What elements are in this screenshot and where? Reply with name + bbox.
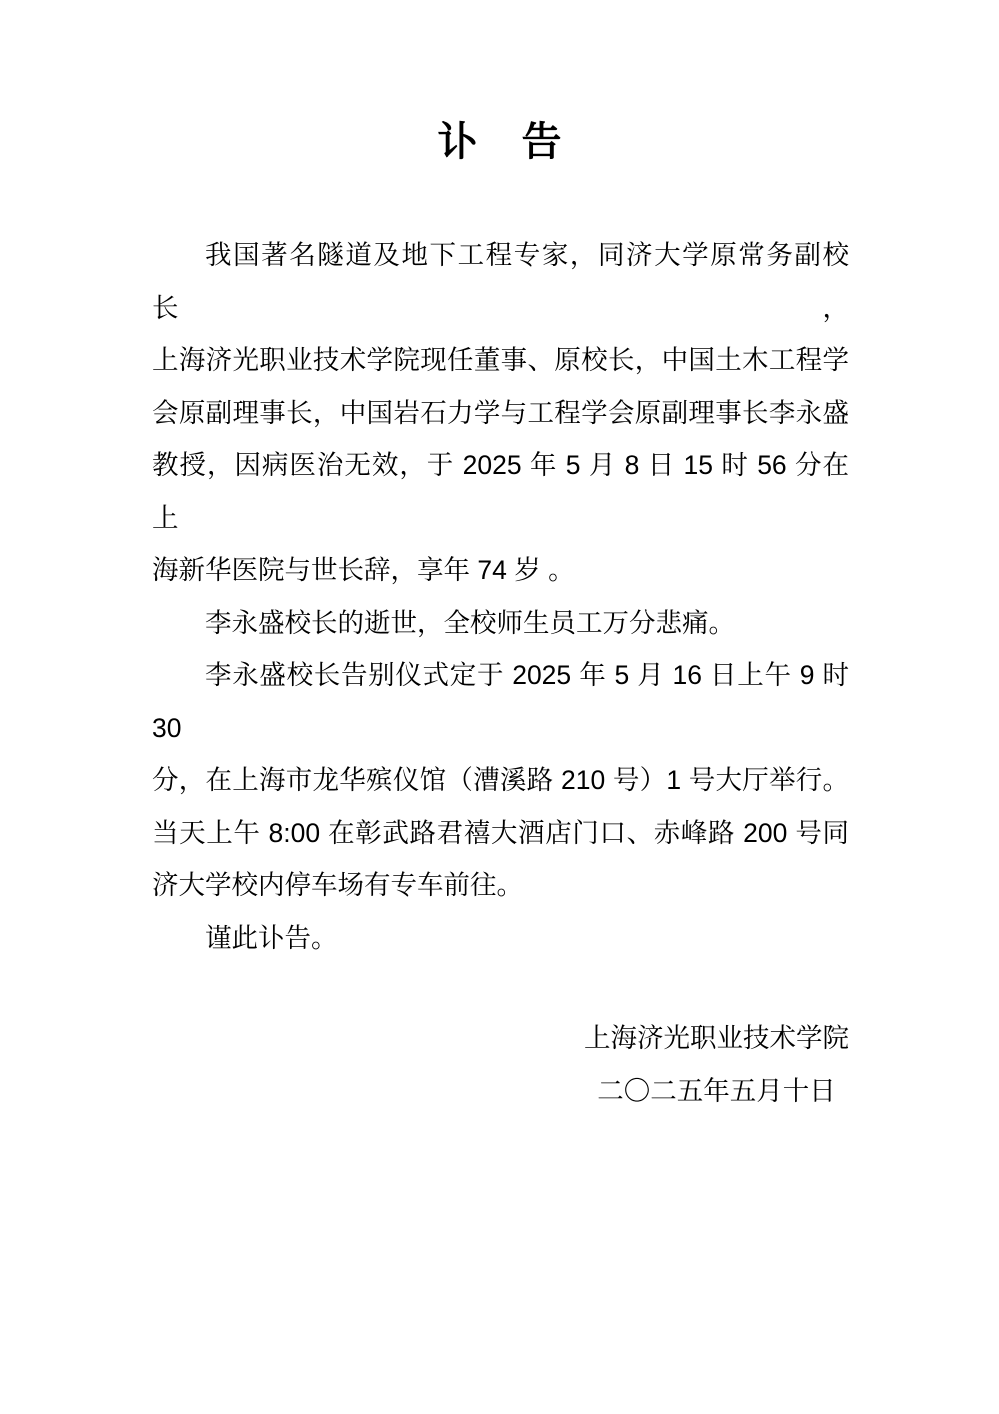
- body-line: 谨此讣告。: [205, 922, 338, 953]
- body-line: 李永盛校长告别仪式定于 2025 年 5 月 16 日上午 9 时 30: [152, 660, 857, 743]
- body-line: 李永盛校长的逝世，全校师生员工万分悲痛。: [205, 607, 735, 638]
- body-line: 分，在上海市龙华殡仪馆（漕溪路 210 号）1 号大厅举行。: [152, 765, 849, 795]
- signature-inner: [584, 1012, 849, 1117]
- document-body: [152, 229, 857, 964]
- body-line: 上海济光职业技术学院现任董事、原校长，中国土木工程学: [152, 345, 849, 375]
- body-line: 我国著名隧道及地下工程专家，同济大学原常务副校长，: [152, 240, 849, 323]
- body-line: 会原副理事长，中国岩石力学与工程学会原副理事长李永盛: [152, 397, 849, 428]
- document-title: 讣 告: [437, 120, 564, 164]
- body-line: 济大学校内停车场有专车前往。: [152, 870, 523, 900]
- signature-organization: 上海济光职业技术学院: [584, 1023, 849, 1053]
- signature-date: 二〇二五年五月十日: [597, 1075, 836, 1106]
- body-line: 当天上午 8:00 在彰武路君禧大酒店门口、赤峰路 200 号同: [152, 817, 849, 848]
- body-line: 海新华医院与世长辞，享年 74 岁 。: [152, 555, 575, 585]
- signature-block: [152, 1012, 849, 1117]
- body-line: 教授，因病医治无效，于 2025 年 5 月 8 日 15 时 56 分在上: [152, 450, 849, 533]
